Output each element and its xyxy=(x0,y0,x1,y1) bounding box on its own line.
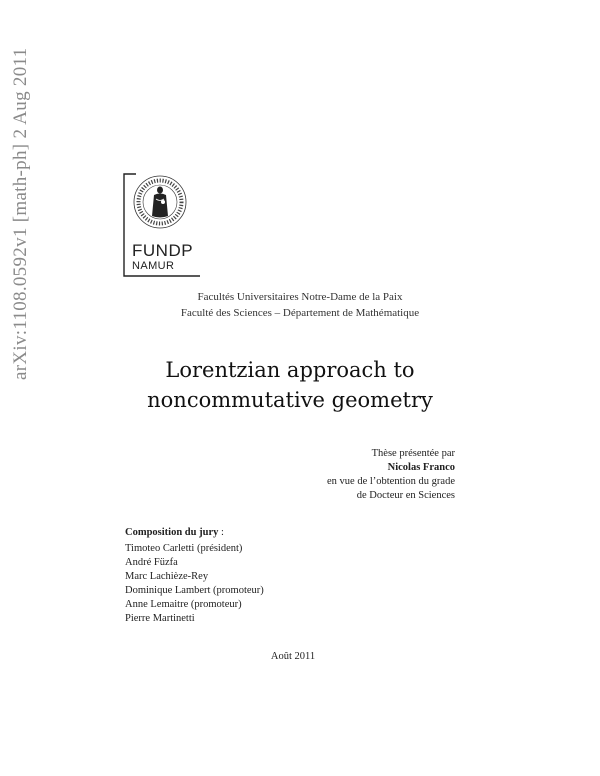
thesis-title xyxy=(0,355,580,415)
degree-line-1: en vue de l’obtention du grade xyxy=(327,476,455,487)
jury-member: André Füzfa xyxy=(125,557,178,568)
logo-city: NAMUR xyxy=(132,260,175,272)
jury-heading-colon: : xyxy=(218,527,224,538)
jury-member: Pierre Martinetti xyxy=(125,613,195,624)
thesis-presented-by: Thèse présentée par xyxy=(371,448,455,459)
jury-member: Marc Lachièze-Rey xyxy=(125,571,209,582)
jury-heading xyxy=(125,527,224,538)
logo-wordmark: FUNDP xyxy=(132,241,194,260)
institution-line-2: Faculté des Sciences – Département de Mathématique xyxy=(180,307,420,319)
jury-member: Dominique Lambert (promoteur) xyxy=(125,585,264,596)
jury-member: Anne Lemaitre (promoteur) xyxy=(125,599,242,610)
title-line-2: noncommutative geometry xyxy=(147,388,433,412)
jury-heading-label: Composition du jury xyxy=(125,527,219,538)
jury-member: Timoteo Carletti (président) xyxy=(125,543,243,554)
arxiv-stamp: arXiv:1108.0592v1 [math-ph] 2 Aug 2011 xyxy=(10,47,31,380)
author-name: Nicolas Franco xyxy=(387,462,455,473)
title-line-1: Lorentzian approach to xyxy=(165,358,415,382)
fundp-logo xyxy=(122,172,206,280)
degree-line-2: de Docteur en Sciences xyxy=(356,490,455,501)
institution-line-1: Facultés Universitaires Notre-Dame de la Paix xyxy=(197,291,403,303)
thesis-date: Août 2011 xyxy=(270,651,316,662)
